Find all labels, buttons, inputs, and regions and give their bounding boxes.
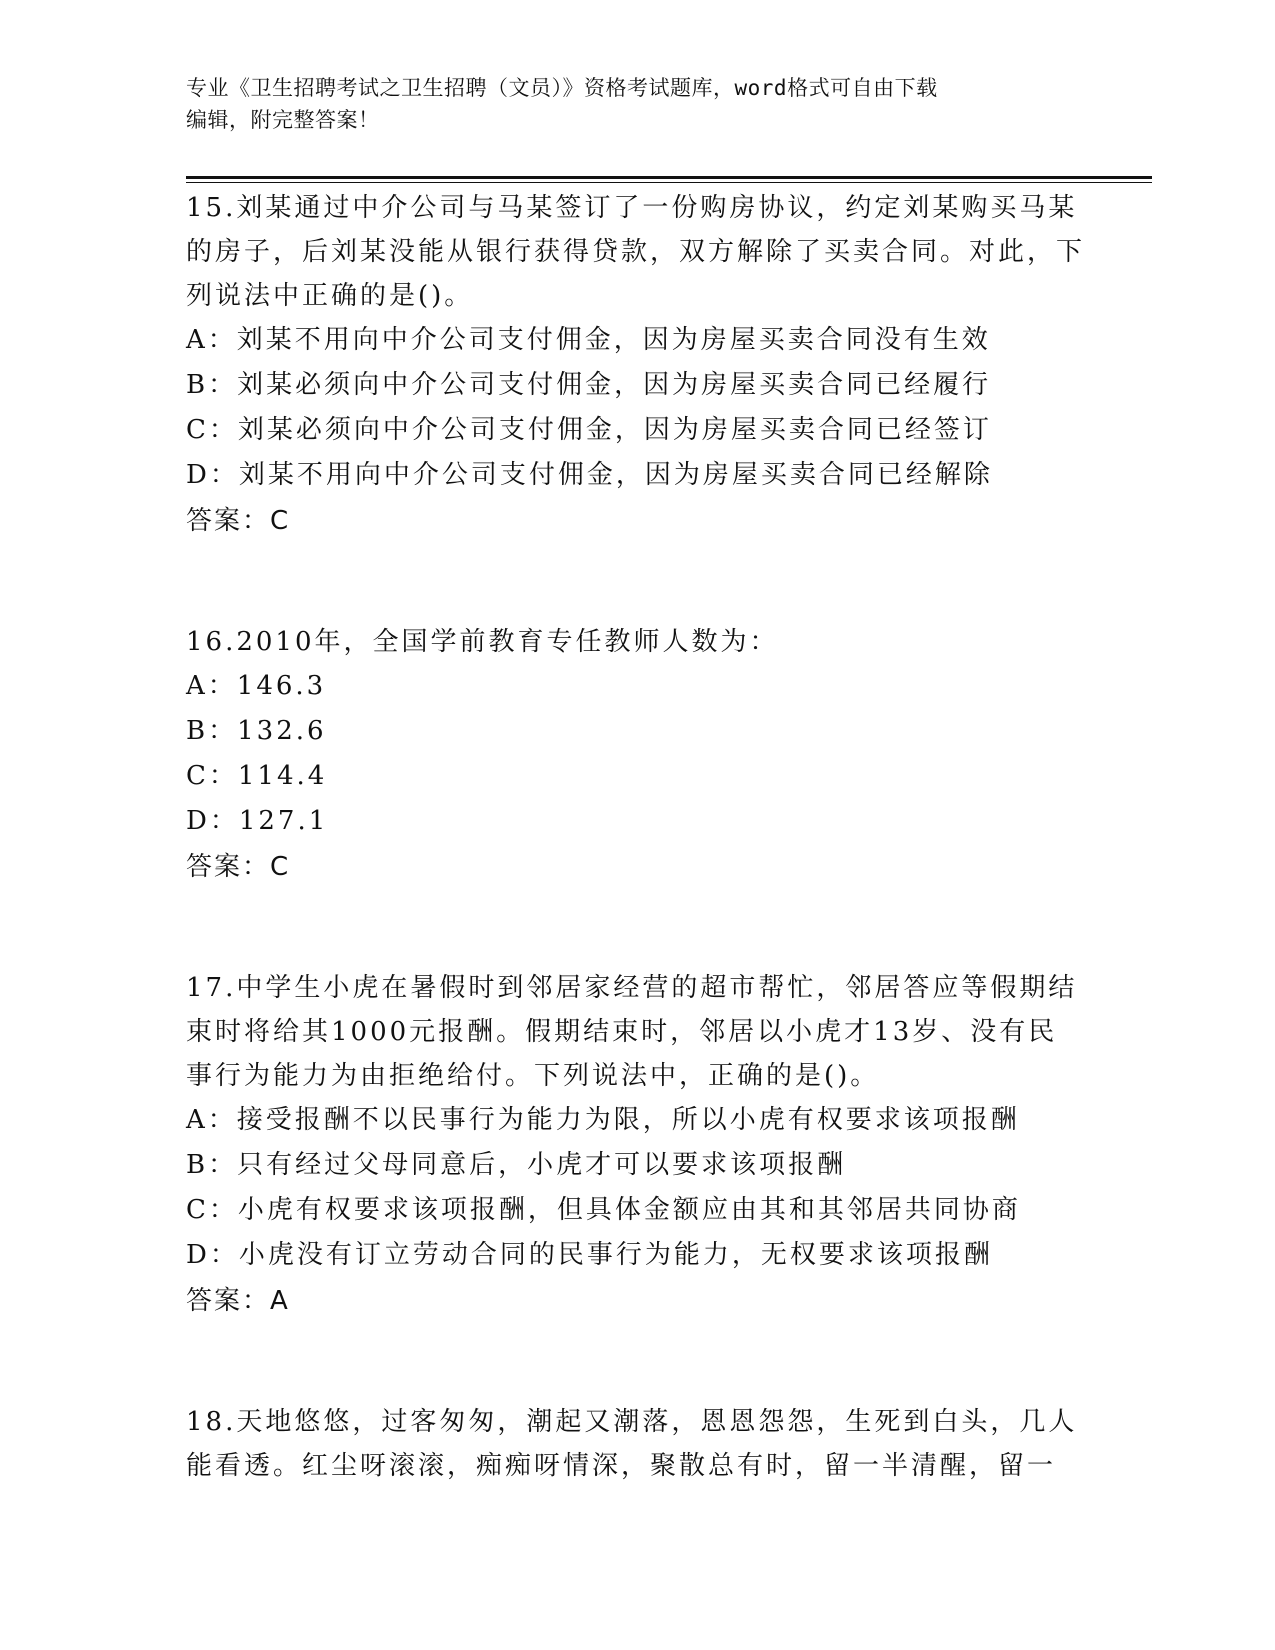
option-c: C：刘某必须向中介公司支付佣金，因为房屋买卖合同已经签订 (186, 415, 992, 445)
answer-line (186, 1278, 1086, 1324)
answer-line (186, 844, 1086, 890)
answer-label: 答案： (186, 506, 271, 536)
question-18 (186, 1400, 1086, 1488)
question-stem: 18.天地悠悠，过客匆匆，潮起又潮落，恩恩怨怨，生死到白头，几人能看透。红尘呀滚滚，痴痴呀情深，聚散总有时，留一半清醒，留一 (186, 1407, 1078, 1481)
answer-label: 答案： (186, 1286, 271, 1316)
answer-label: 答案： (186, 852, 271, 882)
question-list (186, 186, 1086, 1564)
header-divider-thin (186, 182, 1152, 183)
option-a: A：刘某不用向中介公司支付佣金，因为房屋买卖合同没有生效 (186, 325, 991, 355)
question-stem: 15.刘某通过中介公司与马某签订了一份购房协议，约定刘某购买马某的房子，后刘某没能从银行获得贷款，双方解除了买卖合同。对此，下列说法中正确的是()。 (186, 193, 1086, 311)
header-divider-thick (186, 176, 1152, 179)
option-b: B：只有经过父母同意后，小虎才可以要求该项报酬 (186, 1150, 847, 1180)
question-stem: 16.2010年，全国学前教育专任教师人数为： (186, 627, 779, 657)
answer-value: A (270, 1286, 289, 1316)
option-d: D：刘某不用向中介公司支付佣金，因为房屋买卖合同已经解除 (186, 460, 993, 490)
answer-value: C (270, 506, 290, 536)
header-line-2: 编辑，附完整答案！ (186, 108, 380, 132)
document-header (186, 72, 1086, 136)
question-17 (186, 966, 1086, 1324)
option-b: B：刘某必须向中介公司支付佣金，因为房屋买卖合同已经履行 (186, 370, 992, 400)
option-a: A：146.3 (186, 671, 327, 701)
answer-value: C (270, 852, 290, 882)
answer-line (186, 498, 1086, 544)
option-c: C：小虎有权要求该项报酬，但具体金额应由其和其邻居共同协商 (186, 1195, 1021, 1225)
question-15 (186, 186, 1086, 544)
header-line-1: 专业《卫生招聘考试之卫生招聘（文员）》资格考试题库，word格式可自由下载 (186, 76, 938, 100)
question-16 (186, 620, 1086, 890)
option-b: B：132.6 (186, 716, 327, 746)
option-c: C：114.4 (186, 761, 328, 791)
option-d: D：小虎没有订立劳动合同的民事行为能力，无权要求该项报酬 (186, 1240, 993, 1270)
option-a: A：接受报酬不以民事行为能力为限，所以小虎有权要求该项报酬 (186, 1105, 1020, 1135)
option-d: D：127.1 (186, 806, 329, 836)
question-stem: 17.中学生小虎在暑假时到邻居家经营的超市帮忙，邻居答应等假期结束时将给其1000元报酬。假期结束时，邻居以小虎才13岁、没有民事行为能力为由拒绝给付。下列说法中，正确的是()。 (186, 973, 1078, 1091)
